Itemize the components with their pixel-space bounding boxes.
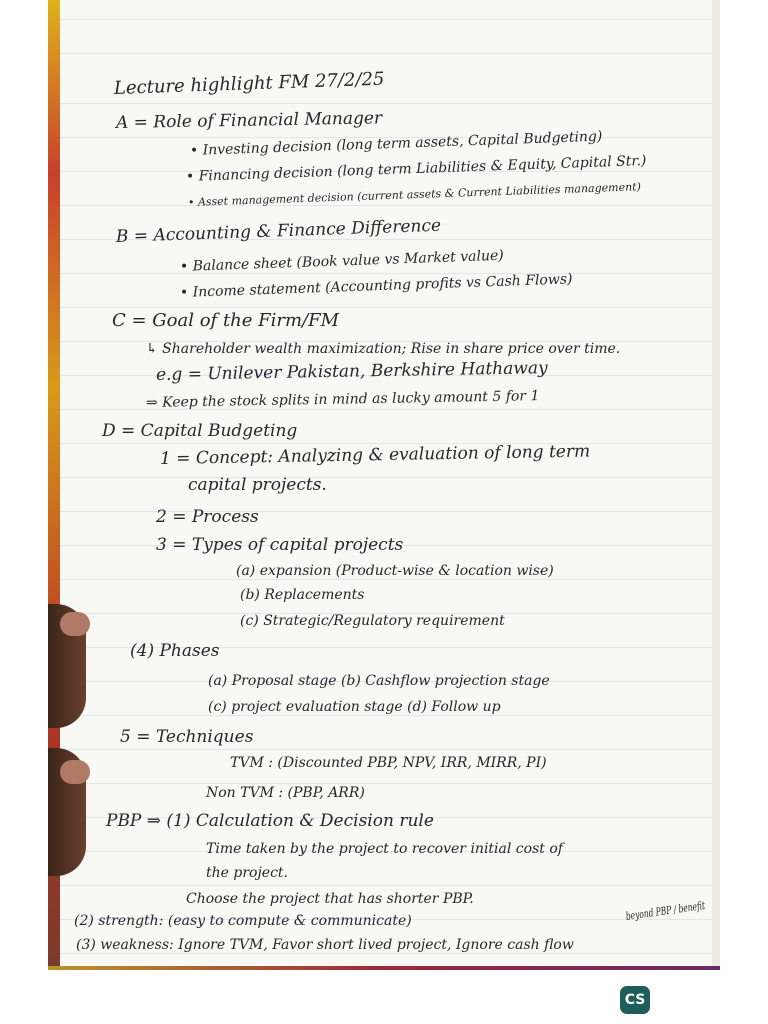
pbp-margin-note: beyond PBP / benefit [625,898,706,923]
section-b-heading: B = Accounting & Finance Difference [115,215,442,247]
section-d-item: 1 = Concept: Analyzing & evaluation of long term [159,441,591,469]
pbp-item: Time taken by the project to recover initial cost of [206,841,563,857]
notes-title: Lecture highlight FM 27/2/25 [113,68,385,99]
section-d-item: 2 = Process [156,507,259,527]
section-d-subitem: (c) Strategic/Regulatory requirement [240,613,505,629]
section-d-item: 3 = Types of capital projects [156,535,404,555]
pbp-item: the project. [206,865,289,881]
section-c-item: e.g = Unilever Pakistan, Berkshire Hathaway [155,358,548,385]
section-d-subitem: (c) project evaluation stage (d) Follow up [208,699,501,715]
section-d-subitem: Non TVM : (PBP, ARR) [206,785,365,801]
pbp-item: Choose the project that has shorter PBP. [186,891,474,907]
pbp-heading: PBP ⇒ (1) Calculation & Decision rule [106,811,434,831]
fingernail [60,760,90,784]
section-a-item: • Asset management decision (current assets & Current Liabilities management) [187,180,642,209]
pbp-item: (2) strength: (easy to compute & communicate) [74,913,412,929]
section-c-heading: C = Goal of the Firm/FM [112,310,340,331]
camscanner-watermark-icon: CS [620,986,650,1014]
notebook-photo [48,0,720,970]
fingernail [60,612,90,636]
section-c-item: ⇒ Keep the stock splits in mind as lucky amount 5 for 1 [145,388,540,411]
section-c-item: ↳ Shareholder wealth maximization; Rise in share price over time. [146,341,621,357]
section-d-subitem: (a) expansion (Product-wise & location wise) [236,563,554,579]
fabric-strip [48,966,720,970]
section-a-item: • Financing decision (long term Liabilities & Equity, Capital Str.) [185,152,647,185]
section-a-heading: A = Role of Financial Manager [115,108,383,133]
section-d-heading: D = Capital Budgeting [102,421,298,441]
section-a-item: • Investing decision (long term assets, Capital Budgeting) [189,128,603,159]
pbp-item: (3) weakness: Ignore TVM, Favor short lived project, Ignore cash flow [76,937,574,953]
section-d-item: capital projects. [188,475,327,495]
section-b-item: • Income statement (Accounting profits vs Cash Flows) [179,271,573,301]
section-d-subitem: TVM : (Discounted PBP, NPV, IRR, MIRR, PI) [230,755,547,771]
section-b-item: • Balance sheet (Book value vs Market value) [179,247,504,275]
section-d-subitem: (a) Proposal stage (b) Cashflow projection stage [208,673,550,689]
section-d-item: (4) Phases [130,641,220,661]
notebook-page [60,0,712,968]
section-d-subitem: (b) Replacements [240,587,365,603]
section-d-item: 5 = Techniques [120,727,254,747]
